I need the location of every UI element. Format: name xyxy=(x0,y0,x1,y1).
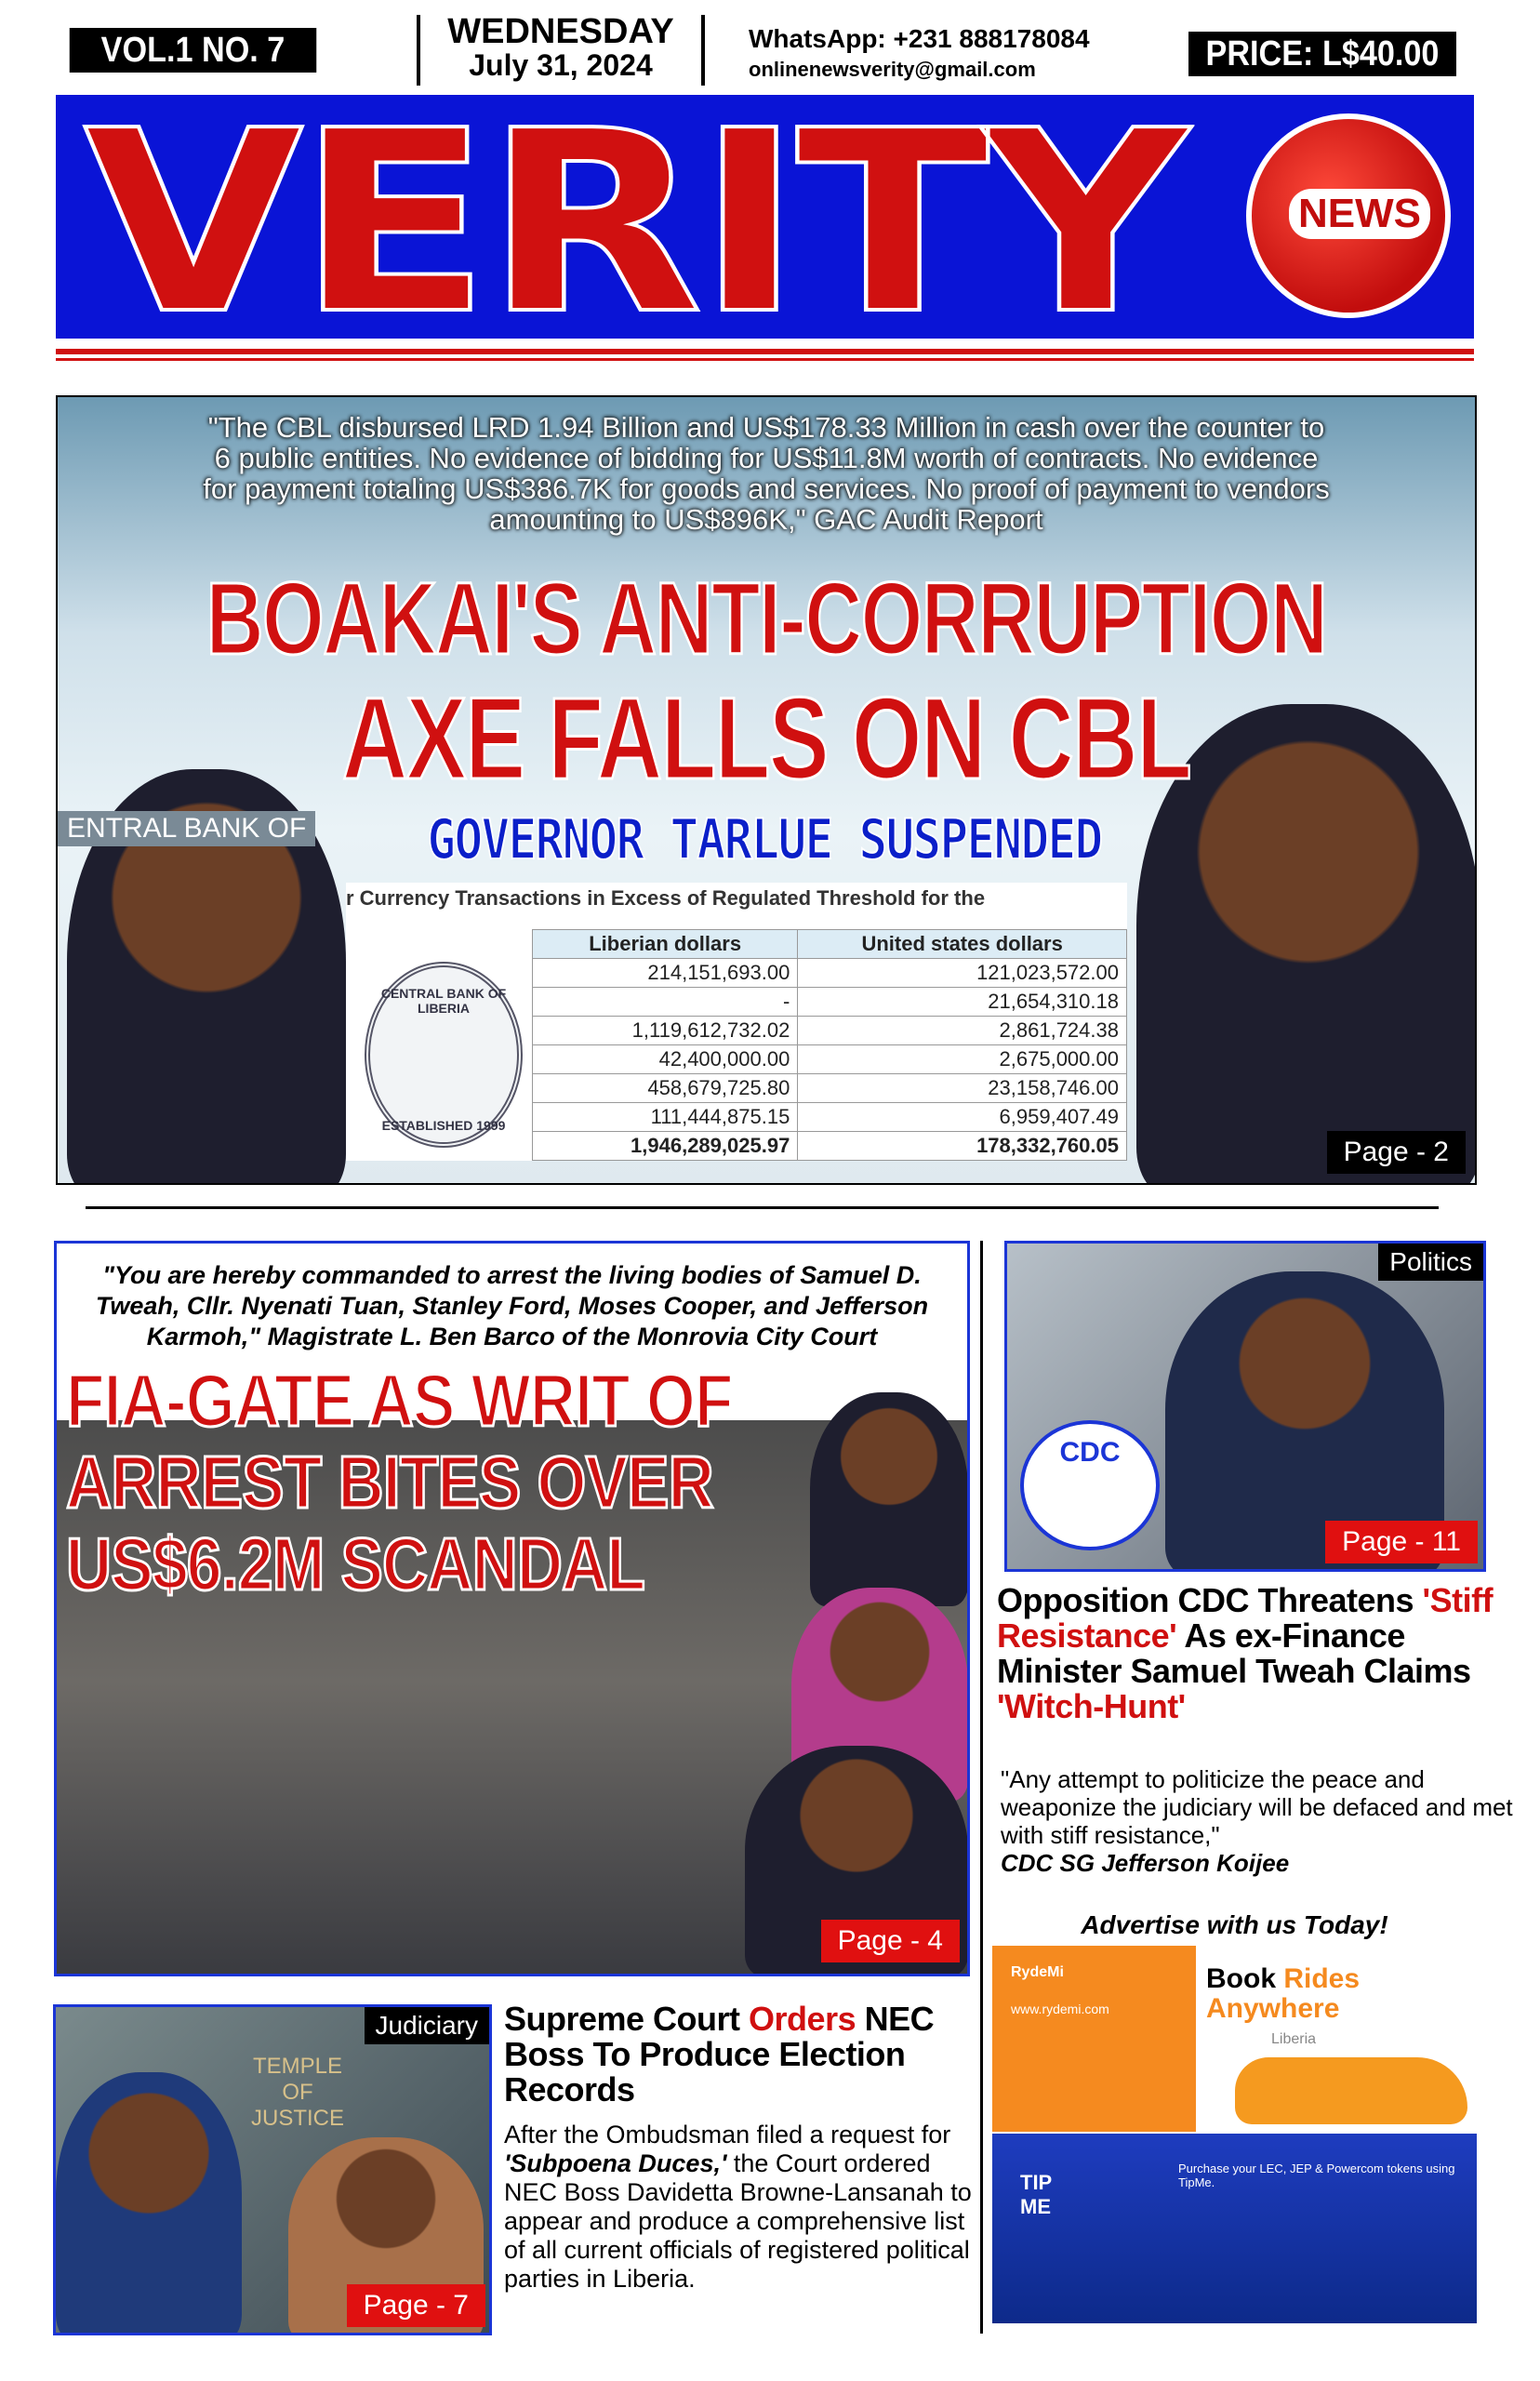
masthead xyxy=(56,95,1474,339)
email: onlinenewsverity@gmail.com xyxy=(749,58,1036,81)
transactions-table xyxy=(346,883,1127,1161)
divider xyxy=(56,358,1474,361)
rydemi-ad[interactable] xyxy=(992,1946,1477,2132)
contact-info xyxy=(749,24,1090,82)
table-row: 111,444,875.15 6,959,407.49 xyxy=(533,1103,1127,1132)
ad-brand: RydeMi xyxy=(1011,1964,1064,1980)
fia-quote: "You are hereby commanded to arrest the living bodies of Samuel D. Tweah, Cllr. Nyenati Tuan, Stanley Ford, Moses Cooper, and Jefferson Karmoh," Magistrate L. Ben Barco of the Monrovia City Court xyxy=(95,1261,929,1350)
col-header: Liberian dollars xyxy=(533,930,798,959)
section-divider xyxy=(86,1206,1439,1209)
car-image xyxy=(1235,2057,1467,2124)
court-body: After the Ombudsman filed a request for 'Subpoena Duces,' the Court ordered NEC Boss Davidetta Browne-Lansanah to appear and produce a comprehensive list of all current officials of registered political parties in Liberia. xyxy=(504,2121,972,2293)
ad-slogan: Book Rides Anywhere xyxy=(1206,1963,1361,2024)
lead-headline-1: BOAKAI'S ANTI-CORRUPTION xyxy=(206,562,1327,676)
issue-date-text: July 31, 2024 xyxy=(469,48,653,82)
tipme-logo: TIP ME xyxy=(1020,2171,1052,2218)
lead-quote: "The CBL disbursed LRD 1.94 Billion and US$178.33 Million in cash over the counter to 6 public entities. No evidence of bidding for US$11.8M worth of contracts. No evidence for payment totaling US$386.7K for goods and services. No proof of payment to vendors amounting to US$896K," GAC Audit Report xyxy=(203,411,1330,536)
col-header: United states dollars xyxy=(798,930,1127,959)
table-total-row: 1,946,289,025.97 178,332,760.05 xyxy=(533,1132,1127,1161)
cdc-logo: CDC xyxy=(1020,1420,1160,1550)
nec-official-photo xyxy=(56,2072,242,2335)
building-sign: ENTRAL BANK OF xyxy=(58,811,315,846)
lead-story[interactable] xyxy=(56,395,1477,1185)
issue-day: WEDNESDAY xyxy=(447,12,674,51)
cdc-headline[interactable]: Opposition CDC Threatens 'Stiff Resistance' As ex-Finance Minister Samuel Tweah Claims 'Witch-Hunt' xyxy=(997,1581,1494,1725)
tipme-ad[interactable] xyxy=(992,2134,1477,2323)
tipme-text: Purchase your LEC, JEP & Powercom tokens using TipMe. xyxy=(1178,2162,1455,2189)
fia-headline: FIA-GATE AS WRIT OF ARREST BITES OVER US$6.2M SCANDAL xyxy=(66,1359,733,1605)
seal-top-text: CENTRAL BANK OF LIBERIA xyxy=(380,986,507,1016)
table-row: 214,151,693.00 121,023,572.00 xyxy=(533,959,1127,988)
price-badge: PRICE: L$40.00 xyxy=(1188,32,1456,76)
page-ref[interactable]: Page - 4 xyxy=(821,1920,960,1962)
table-row: - 21,654,310.18 xyxy=(533,988,1127,1017)
temple-sign: TEMPLE OF JUSTICE xyxy=(250,2054,344,2131)
fia-story[interactable] xyxy=(54,1241,970,1976)
lead-headline-2: AXE FALLS ON CBL xyxy=(341,674,1191,804)
whatsapp: WhatsApp: +231 888178084 xyxy=(749,24,1090,53)
seal-bottom-text: ESTABLISHED 1999 xyxy=(381,1118,506,1133)
ad-place: Liberia xyxy=(1271,2031,1317,2047)
cbl-seal xyxy=(365,962,523,1148)
column-divider xyxy=(980,1241,983,2334)
page-ref[interactable]: Page - 2 xyxy=(1327,1131,1466,1174)
page-ref[interactable]: Page - 7 xyxy=(347,2284,485,2327)
logo-text: NEWS xyxy=(1289,189,1430,239)
court-photo[interactable] xyxy=(53,2004,492,2335)
court-headline[interactable]: Supreme Court Orders NEC Boss To Produce Election Records xyxy=(504,2000,935,2108)
table-row: 458,679,725.80 23,158,746.00 xyxy=(533,1074,1127,1103)
news-globe-logo xyxy=(1246,113,1451,318)
ad-url: www.rydemi.com xyxy=(1011,2002,1109,2016)
masthead-title: VERITY xyxy=(84,95,1183,339)
table-row: 42,400,000.00 2,675,000.00 xyxy=(533,1045,1127,1074)
section-tag: Judiciary xyxy=(365,2007,489,2044)
ad-title: Advertise with us Today! xyxy=(1081,1910,1388,1939)
volume-badge: VOL.1 NO. 7 xyxy=(70,28,317,73)
divider xyxy=(56,349,1474,354)
page-ref[interactable]: Page - 11 xyxy=(1325,1521,1478,1563)
table-caption: r Currency Transactions in Excess of Regulated Threshold for the xyxy=(346,886,986,910)
cdc-photo[interactable] xyxy=(1004,1241,1486,1572)
issue-date xyxy=(417,12,705,86)
lead-subheadline: GOVERNOR TARLUE SUSPENDED xyxy=(427,807,1102,872)
section-tag: Politics xyxy=(1378,1244,1483,1281)
cdc-quote: "Any attempt to politicize the peace and weaponize the judiciary will be defaced and met with stiff resistance," CDC SG Jefferson Koijee xyxy=(1001,1765,1513,1877)
table-row: 1,119,612,732.02 2,861,724.38 xyxy=(533,1017,1127,1045)
